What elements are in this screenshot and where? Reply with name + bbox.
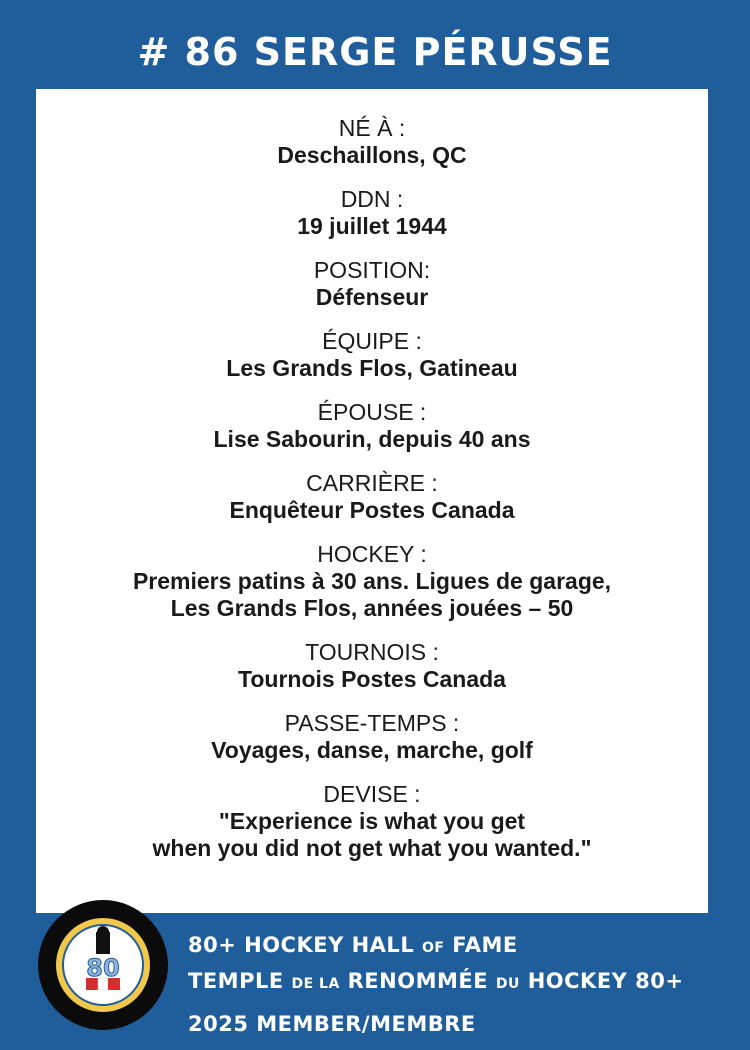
footer-text: TEMPLE bbox=[188, 969, 284, 993]
field-hockey bbox=[36, 541, 708, 622]
footer-line-1 bbox=[188, 933, 518, 957]
footer-text-small: DU bbox=[495, 976, 520, 992]
field-value: Lise Sabourin, depuis 40 ans bbox=[213, 426, 531, 452]
field-motto bbox=[36, 781, 708, 862]
field-position bbox=[36, 257, 708, 311]
info-card bbox=[36, 89, 708, 913]
field-label: POSITION: bbox=[313, 257, 431, 283]
field-tournaments bbox=[36, 639, 708, 693]
player-title: # 86 SERGE PÉRUSSE bbox=[137, 30, 613, 74]
field-value: Premiers patins à 30 ans. Ligues de garage, Les Grands Flos, années jouées – 50 bbox=[132, 568, 612, 621]
field-hobbies bbox=[36, 710, 708, 764]
footer-text: HOCKEY 80+ bbox=[527, 969, 684, 993]
field-label: PASSE-TEMPS : bbox=[284, 710, 460, 736]
field-value: Enquêteur Postes Canada bbox=[229, 497, 515, 523]
puck-emblem-icon bbox=[56, 918, 150, 1012]
field-label: DEVISE : bbox=[323, 781, 421, 807]
field-team bbox=[36, 328, 708, 382]
field-label: DDN : bbox=[340, 186, 404, 212]
footer-line-2 bbox=[188, 969, 684, 993]
field-birthdate bbox=[36, 186, 708, 240]
footer-text: RENOMMÉE bbox=[347, 969, 489, 993]
field-label: TOURNOIS : bbox=[305, 639, 439, 665]
field-birthplace bbox=[36, 115, 708, 169]
field-label: ÉPOUSE : bbox=[317, 399, 427, 425]
field-label: HOCKEY : bbox=[317, 541, 427, 567]
hall-of-fame-logo bbox=[38, 900, 168, 1030]
field-label: CARRIÈRE : bbox=[306, 470, 438, 496]
field-list bbox=[36, 115, 708, 879]
footer-text-small: DE LA bbox=[291, 976, 340, 992]
footer-text: FAME bbox=[452, 933, 518, 957]
footer-text-small: OF bbox=[422, 940, 445, 956]
field-value: Deschaillons, QC bbox=[277, 142, 467, 168]
logo-number: 80 bbox=[86, 954, 120, 982]
footer-text: 80+ HOCKEY HALL bbox=[188, 933, 415, 957]
field-spouse bbox=[36, 399, 708, 453]
footer-line-3: 2025 MEMBER/MEMBRE bbox=[188, 1012, 476, 1036]
field-label: NÉ À : bbox=[338, 115, 406, 141]
field-value: "Experience is what you get when you did not get what you wanted." bbox=[152, 808, 592, 861]
logo-emblem bbox=[56, 918, 150, 1012]
field-value: Voyages, danse, marche, golf bbox=[211, 737, 533, 763]
field-value: 19 juillet 1944 bbox=[297, 213, 447, 239]
field-value: Tournois Postes Canada bbox=[238, 666, 506, 692]
field-value: Les Grands Flos, Gatineau bbox=[226, 355, 518, 381]
field-career bbox=[36, 470, 708, 524]
field-value: Défenseur bbox=[315, 284, 429, 310]
field-label: ÉQUIPE : bbox=[322, 328, 422, 354]
